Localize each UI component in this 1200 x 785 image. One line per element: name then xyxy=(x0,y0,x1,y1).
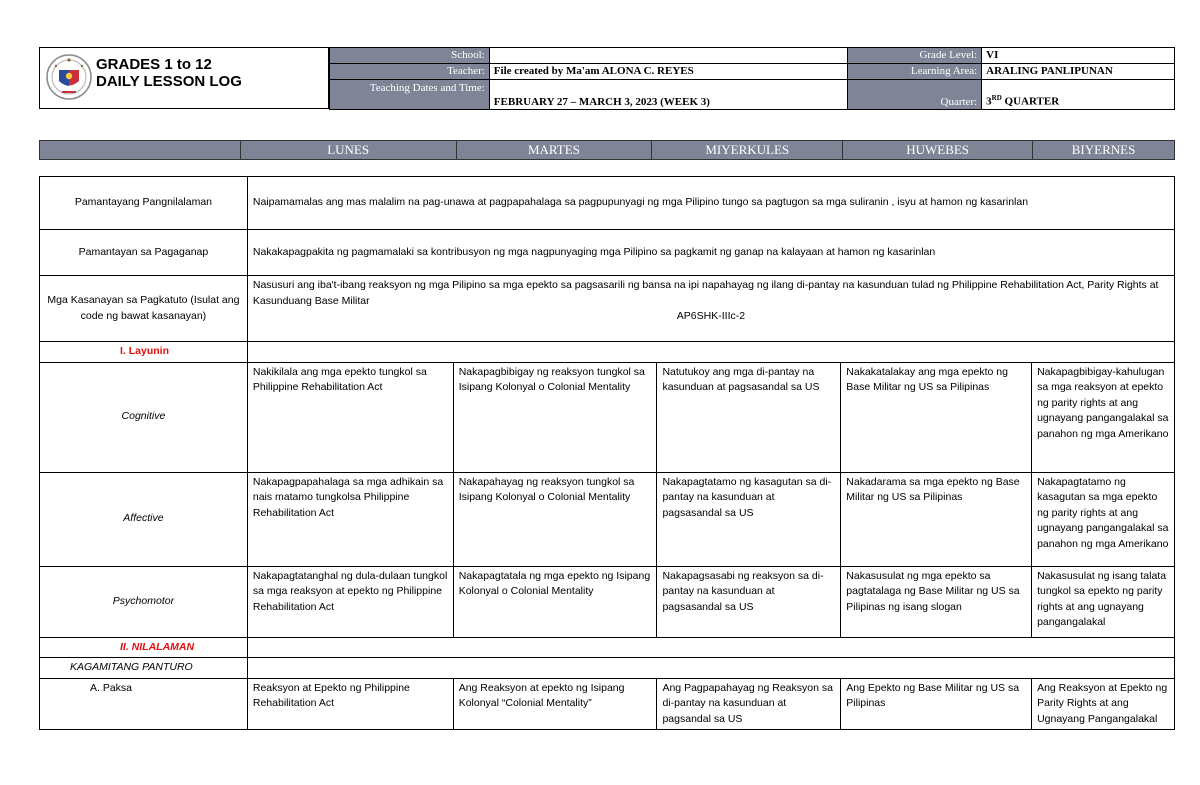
quarter-word: QUARTER xyxy=(1001,96,1060,108)
teaching-dates-value: FEBRUARY 27 – MARCH 3, 2023 (WEEK 3) xyxy=(489,80,847,110)
nilalaman-empty-cell xyxy=(247,637,1174,658)
kasanayan-code: AP6SHK-IIIc-2 xyxy=(676,310,746,322)
paksa-lunes: Reaksyon at Epekto ng Philippine Rehabilitation Act xyxy=(247,678,453,730)
cognitive-biyernes: Nakapagbibigay-kahulugan sa mga reaksyon at epekto ng parity rights at ang ugnayang pangangalakal sa panahon ng mga Amerikano xyxy=(1032,362,1175,472)
deped-seal-icon xyxy=(44,50,94,105)
affective-martes: Nakapahayag ng reaksyon tungkol sa Isipang Kolonyal o Colonial Mentality xyxy=(453,472,657,566)
row-label-pamantayang-pangnilalaman: Pamantayang Pangnilalaman xyxy=(40,177,248,230)
quarter-label: Quarter: xyxy=(848,80,982,110)
affective-lunes: Nakapagpapahalaga sa mga adhikain sa nais matamo tungkolsa Philippine Rehabilitation Act xyxy=(247,472,453,566)
affective-miyerkules: Nakapagtatamo ng kasagutan sa di-pantay na kasunduan at pagsasandal sa US xyxy=(657,472,841,566)
doc-title-line2: DAILY LESSON LOG xyxy=(96,73,242,90)
day-lunes: LUNES xyxy=(240,141,456,160)
psychomotor-martes: Nakapagtatala ng mga epekto ng Isipang Kolonyal o Colonial Mentality xyxy=(453,566,657,637)
paksa-martes: Ang Reaksyon at epekto ng Isipang Kolonyal “Colonial Mentality” xyxy=(453,678,657,730)
paksa-miyerkules: Ang Pagpapahayag ng Reaksyon sa di-pantay na kasunduan at pagsandal sa US xyxy=(657,678,841,730)
section-kagamitang-panturo: KAGAMITANG PANTURO xyxy=(40,658,248,679)
quarter-number: 3 xyxy=(986,96,992,108)
row-label-psychomotor: Psychomotor xyxy=(40,566,248,637)
cognitive-huwebes: Nakakatalakay ang mga epekto ng Base Militar ng US sa Pilipinas xyxy=(841,362,1032,472)
layunin-empty-cell xyxy=(247,342,1174,363)
kasanayan-text: Nasusuri ang iba't-ibang reaksyon ng mga Pilipino sa mga epekto sa pagsasarili ng bansa na ipi napahayag ng ilang di-pantay na kasunduan tulad ng Philippine Rehabilitation Act, Parity Rights at Kasunduang Base Militar xyxy=(252,279,1159,307)
row-label-pamantayan-sa-pagaganap: Pamantayan sa Pagaganap xyxy=(40,230,248,276)
cognitive-lunes: Nakikilala ang mga epekto tungkol sa Philippine Rehabilitation Act xyxy=(247,362,453,472)
cognitive-martes: Nakapagbibigay ng reaksyon tungkol sa Isipang Kolonyal o Colonial Mentality xyxy=(453,362,657,472)
psychomotor-biyernes: Nakasusulat ng isang talata tungkol sa epekto ng parity rights at ang ugnayang pangangalakal xyxy=(1032,566,1175,637)
lesson-plan-table xyxy=(39,176,1175,730)
day-huwebes: HUWEBES xyxy=(843,141,1033,160)
pamantayan-sa-pagaganap-text: Nakakapagpakita ng pagmamalaki sa kontribusyon ng mga nagpunyaging mga Pilipino sa pagkamit ng ganap na kalayaan at hamon ng kasarinlan xyxy=(247,230,1174,276)
lesson-info-table xyxy=(329,47,1175,110)
quarter-value xyxy=(982,80,1175,110)
day-miyerkules: MIYERKULES xyxy=(652,141,843,160)
day-biyernes: BIYERNES xyxy=(1033,141,1175,160)
teaching-dates-label: Teaching Dates and Time: xyxy=(330,80,490,110)
section-nilalaman: II. NILALAMAN xyxy=(40,637,248,658)
row-label-cognitive: Cognitive xyxy=(40,362,248,472)
school-value xyxy=(489,48,847,64)
quarter-suffix: RD xyxy=(991,94,1002,103)
psychomotor-huwebes: Nakasusulat ng mga epekto sa pagtatalaga ng Base Militar ng US sa Pilipinas ng isang slogan xyxy=(841,566,1032,637)
paksa-huwebes: Ang Epekto ng Base Militar ng US sa Pilipinas xyxy=(841,678,1032,730)
teacher-label: Teacher: xyxy=(330,64,490,80)
day-martes: MARTES xyxy=(456,141,652,160)
section-layunin: I. Layunin xyxy=(40,342,248,363)
cognitive-miyerkules: Natutukoy ang mga di-pantay na kasunduan at pagsasandal sa US xyxy=(657,362,841,472)
affective-biyernes: Nakapagtatamo ng kasagutan sa mga epekto ng parity rights at ang ugnayang pangangalakal sa panahon ng mga Amerikano xyxy=(1032,472,1175,566)
doc-title-line1: GRADES 1 to 12 xyxy=(96,56,212,73)
weekday-header xyxy=(39,140,1175,160)
row-label-paksa: A. Paksa xyxy=(40,678,248,730)
row-label-affective: Affective xyxy=(40,472,248,566)
paksa-biyernes: Ang Reaksyon at Epekto ng Parity Rights at ang Ugnayang Pangangalakal xyxy=(1032,678,1175,730)
psychomotor-lunes: Nakapagtatanghal ng dula-dulaan tungkol sa mga reaksyon at epekto ng Philippine Rehabilitation Act xyxy=(247,566,453,637)
grade-level-value: VI xyxy=(982,48,1175,64)
weekday-blank-cell xyxy=(40,141,241,160)
kagamitang-empty-cell xyxy=(247,658,1174,679)
school-label: School: xyxy=(330,48,490,64)
grade-level-label: Grade Level: xyxy=(848,48,982,64)
teacher-value: File created by Ma'am ALONA C. REYES xyxy=(489,64,847,80)
affective-huwebes: Nakadarama sa mga epekto ng Base Militar ng US sa Pilipinas xyxy=(841,472,1032,566)
row-label-kasanayan: Mga Kasanayan sa Pagkatuto (Isulat ang code ng bawat kasanayan) xyxy=(40,276,248,342)
learning-area-label: Learning Area: xyxy=(848,64,982,80)
psychomotor-miyerkules: Nakapagsasabi ng reaksyon sa di-pantay na kasunduan at pagsasandal sa US xyxy=(657,566,841,637)
learning-area-value: ARALING PANLIPUNAN xyxy=(982,64,1175,80)
pamantayang-pangnilalaman-text: Naipamamalas ang mas malalim na pag-unawa at pagpapahalaga sa pagpupunyagi ng mga Pilipino tungo sa pagtugon sa mga suliranin , isyu at hamon ng kasarinlan xyxy=(247,177,1174,230)
kasanayan-cell xyxy=(247,276,1174,342)
